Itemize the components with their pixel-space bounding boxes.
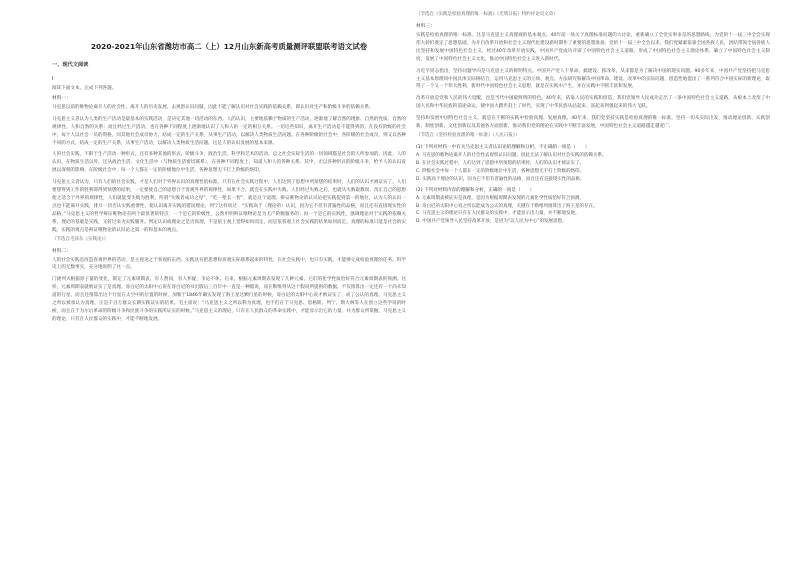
- question-1-stem: (1) 下列对材料一中有关马克思主义者认识论的理解和分析，不正确的一项是（ ）: [416, 144, 590, 150]
- material3-source: （节选自《坚持检验真理的唯一标准》《人民日报》）: [416, 132, 520, 138]
- material2-paragraph: 人的社会实践是改造客观世界的活动，是主观见之于客观的东西。实践具有把思想和客观实际联系起来的特性。在社会实践中，也只有实践，才能够完成检验真理的任务。科学史上的无数事实，充分地说明了这一点。: [52, 257, 406, 271]
- right-column: [416, 10, 770, 226]
- section-heading-reading: 一、现代文阅读: [52, 62, 89, 68]
- material3-paragraph: 习近平同志指出，坚持问题导向是马克思主义的鲜明特点。中国共产党人干革命、搞建设、抓改革，从来都是为了解决中国的现实问题。90多年来，中国共产党坚持把马克思主义基本原理同中国具体实际相结合，运用马克思主义的立场、观点、方法研究和解决中国革命、建设、改革中的实际问题，创造性地提出了一系列符合中国实际的新理论，取得了一个又一个伟大胜利。新时代中国特色社会主义思想，就是在实践中产生，并在实践中不断丰富和发展。: [416, 68, 770, 90]
- question-2-option-c[interactable]: C. 马克思主义的理论只有在人民群众的实践中，才能显示出力量，并不断地发展。: [416, 211, 580, 217]
- material3-paragraph: 改革开放是党和人民的伟大觉醒，也是当代中国最鲜明的特色。40年来，依靠人民的实践和创造，我们党领导人民成功走出了一条中国特色社会主义道路，从根本上改变了中国人民和中华民族的前途命运，使中国大踏步赶上了时代，实现了中华民族从站起来、富起来到强起来的伟大飞跃。: [416, 96, 770, 110]
- question-1-option-c[interactable]: C. 阶级社会中每一个人都在一定的阶级地位中生活，各种思想无不打上阶级的烙印。: [416, 168, 584, 174]
- material3-paragraph: 实践是检验真理的唯一标准，这是马克思主义真理观的基本观点。40年前一场关于真理标准问题的大讨论，重新确立了全党实事求是的思想路线，为党的十一届三中全会实现伟大转折奠定了思想基础，为开启改革开放和社会主义现代化建设新时期作了重要的思想准备。党的十一届三中全会以来，我们党紧紧依靠全国各族人民，团结带领全国各族人民坚持和发展中国特色社会主义，经过40年改革开放实践，中国共产党成功开辟了中国特色社会主义道路，形成了中国特色社会主义理论体系，确立了中国特色社会主义制度，发展了中国特色社会主义文化，推动中国特色社会主义进入新时代。: [416, 33, 770, 62]
- material1-label: 材料一：: [52, 95, 72, 101]
- question-2-option-a[interactable]: A. 元素周期表被证实是真理，是因为根据周期表发现的元素化学性质恰好符合预测。: [416, 195, 584, 201]
- material2-label: 材料二：: [52, 248, 72, 254]
- question-2-stem: (2) 下列对材料内容的理解和分析，正确的一项是（ ）: [416, 187, 535, 193]
- material3-paragraph: 坚持和发展中国特色社会主义，就是在不断的实践中检验真理、发展真理。40年来，我们党坚持实践是检验真理的唯一标准，坚持一切从实际出发，推动理论创新、实践创新、制度创新、文化创新以及其他各方面创新，推动我们党的理论在实践中不断丰富发展，中国特色社会主义道路越走越宽广。: [416, 116, 770, 130]
- question-2-option-b[interactable]: B. 哥白尼的太阳中心说之所以能成为公认的真理，关键在于勒维列推算出了海王星的存在。: [416, 203, 598, 209]
- material1-source: （节选自毛泽东《实践论》）: [52, 236, 109, 242]
- roman-numeral: I: [52, 77, 54, 82]
- question-2-option-d[interactable]: D. 中国共产党领导人民坚持改革开放，是因为“以人民为中心”的发展思想。: [416, 219, 567, 225]
- material3-label: 材料三：: [416, 24, 436, 29]
- question-1-option-d[interactable]: D. 实践高于理论的认识，因为它不但有普遍性的品格，而且还有直接现实性的品格。: [416, 176, 585, 182]
- question-1-option-a[interactable]: A. 马克思的唯物论离开人的社会性去观察认识问题，因此无法了解认识对社会实践的依赖关系。: [416, 152, 607, 158]
- material1-paragraph: 人的社会实践，不限于生产活动一种形式，还有多种其他的形式，阶级斗争，政治生活，科学和艺术的活动，总之社会实际生活的一切领域都是社会的人所参加的。因此，人的认识，在物质生活以外，还从政治生活、文化生活中（与物质生活密切联系），在各种不同程度上，知道人和人的各种关系。其中，尤以各种形式的阶级斗争，给予人的认识发展以深刻的影响。在阶级社会中，每一个人都在一定的阶级地位中生活，各种思想无不打上阶级的烙印。: [52, 152, 406, 174]
- left-column: [52, 40, 406, 324]
- material1-paragraph: 马克思主义者认为人类的生产活动是最基本的实践活动，是决定其他一切活动的东西。人的认识，主要地依赖于物质的生产活动，逐渐地了解自然的现象、自然的性质、自然的规律性、人和自然的关系；而且经过生产活动，也在各种不同程度上逐渐地认识了人和人的一定的相互关系。一切这些知识，离开生产活动是不能得到的。在没有阶级的社会中，每个人以社会一员的资格，同其他社会成员协力，结成一定的生产关系，从事生产活动，以解决人类物质生活问题。在各种阶级的社会中，各阶级的社会成员，则又以各种不同的方式，结成一定的生产关系，从事生产活动，以解决人类物质生活问题。这是人的认识发展的基本来源。: [52, 116, 406, 146]
- document-title: 2020-2021年山东省潍坊市高二（上）12月山东新高考质量测评联盟联考语文试卷: [90, 42, 368, 51]
- instruction: 阅读下面文本，完成下列各题。: [52, 86, 117, 91]
- material2-paragraph: 门捷列夫根据原子量的变化，制定了元素周期表，有人赞同，有人怀疑，争论不休。后来，根据元素周期表发现了几种元素，它们的化学性质恰好符合元素周期表的预测。这样，元素周期表就被证实了是真理。哥白尼的太阳中心说在哥白尼的书出版后三百年中一直是一种假说，而在勒维列从这个假说所提供的数据，不仅推算出一定还有一个尚未知道的行星，而且还推算出这个行星在太空中的位置的时候，加勒于1846年确实发现了海王星这颗行星的时候，哥白尼的太阳中心说才被证实了，成了公认的真理。马克思主义之所以被承认为真理，正是千百万群众长期实践证实的结果。毛主席说：“马克思主义之所以称为真理，也不但在于马克思、恩格斯、列宁、斯大林等人在创立这些学说的时候，而且在于为尔后革命的阶级斗争和民族斗争的实践所证实的时候。”马克思主义的理论，只有在人民群众的革命实践中，才能显示出它的力量，并为群众所掌握。马克思主义的理论，只有在人民群众的实践中，才能不断地发展。: [52, 277, 406, 322]
- material2-source: （节选自《实践是检验真理的唯一标准》《光明日报》特约评论员文章）: [416, 12, 558, 17]
- question-1-option-b[interactable]: B. 在社会实践过程中，人们达到了思想中所预想的结果时，人们的认识才被证实了。: [416, 160, 584, 166]
- material1-paragraph: 马克思主义者认为，只有人们的社会实践，才是人们对于外界认识的真理性的标准。只有在社会实践过程中，人们达到了思想中所预想的结果时，人们的认识才被证实了。人们要想得到工作的胜利即得到预想的结果，一定要使自己的思想合于客观外界的规律性，如果不合，就会在实践中失败。人们经过失败之后，也就从失败取教训，改正自己的思想使之适合于外界的规律性，人们就能变失败为胜利，所谓“失败者成功之母”，“吃一堑长一智”，就是这个道理。辩证唯物论的认识论把实践提到第一的地位，认为人的认识一点也不能离开实践，排斥一切否认实践重要性、使认识离开实践的错误理论。列宁这样说过：“实践高于（理论的）认识，因为它不但有普遍性的品格，而且还有直接现实性的品格。”马克思主义的哲学辩证唯物论有两个最显著的特点：一个是它的阶级性，公然申明辩证唯物论是为无产阶级服务的；再一个是它的实践性，强调理论对于实践的依赖关系，理论的基础是实践，又转过来为实践服务。判定认识或理论之是否真理，不是依主观上觉得如何而定，而是依客观上社会实践的结果如何而定。真理的标准只能是社会的实践。实践的观点是辩证唯物论的认识论之第一的和基本的观点。: [52, 180, 406, 233]
- material1-paragraph: 马克思以前的唯物论离开人的社会性，离开人的历史发展，去观察认识问题，因此不能了解认识对社会实践的依赖关系，即认识对生产和阶级斗争的依赖关系。: [52, 104, 374, 110]
